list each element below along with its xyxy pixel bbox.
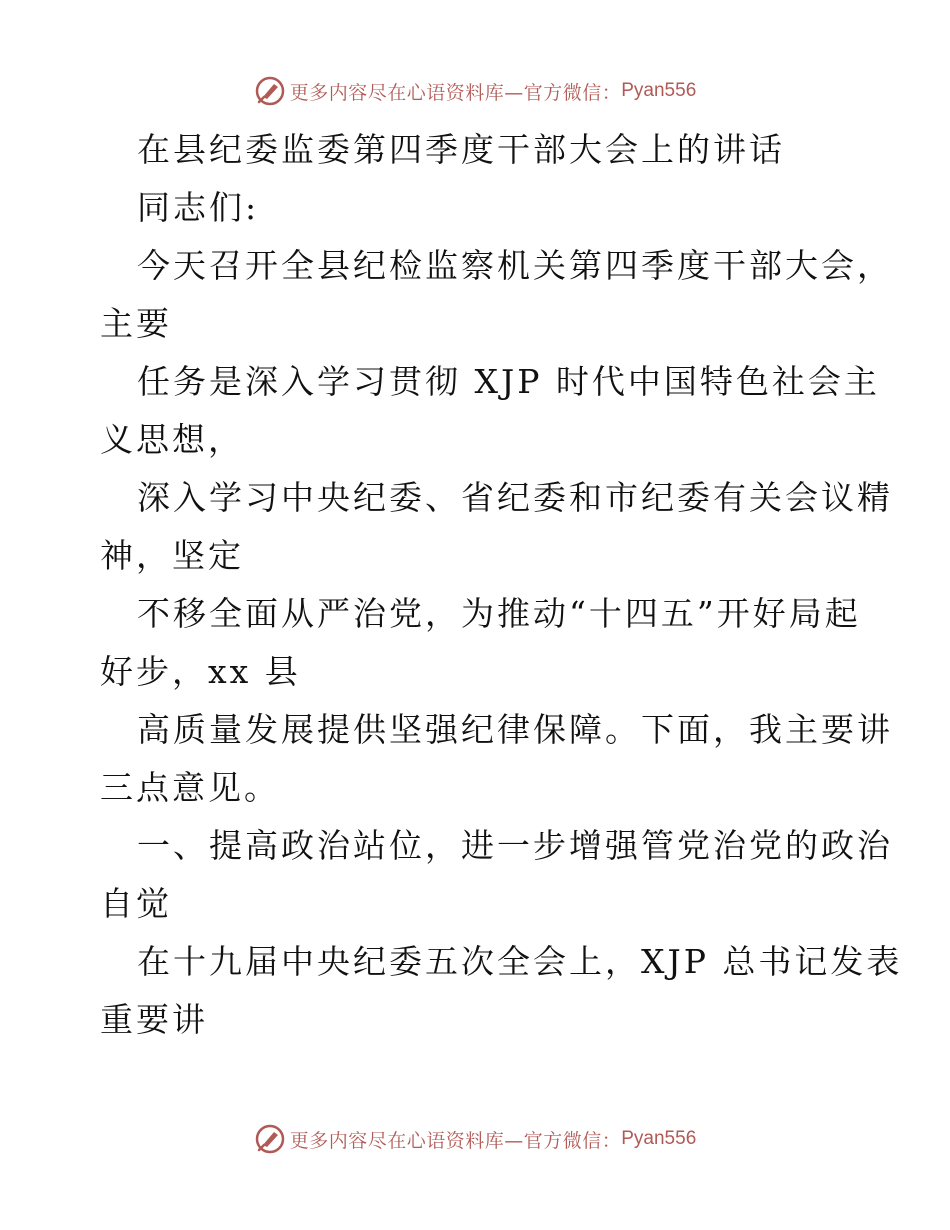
text-line: 深入学习中央纪委、省纪委和市纪委有关会议精	[137, 478, 893, 517]
quill-logo-icon	[254, 75, 286, 107]
text-line: 神，坚定	[100, 536, 244, 575]
watermark-text: 更多内容尽在心语资料库—官方微信：	[289, 1129, 622, 1152]
document-title: 在县纪委监委第四季度干部大会上的讲话	[137, 130, 785, 169]
text-line: 重要讲	[100, 1000, 208, 1039]
watermark-wechat-id: Pyan556	[621, 80, 697, 101]
watermark-wechat-id: Pyan556	[621, 1128, 697, 1149]
greeting: 同志们:	[137, 188, 260, 227]
quill-logo-icon	[254, 1123, 286, 1155]
watermark-text: 更多内容尽在心语资料库—官方微信：	[289, 81, 622, 104]
text-line: 好步，xx 县	[100, 652, 301, 691]
text-line: 任务是深入学习贯彻 XJP 时代中国特色社会主	[137, 362, 880, 401]
document-body	[100, 121, 903, 1049]
text-line: 今天召开全县纪检监察机关第四季度干部大会，	[137, 246, 893, 285]
footer-watermark	[0, 1119, 950, 1159]
text-line: 高质量发展提供坚强纪律保障。下面，我主要讲	[137, 710, 893, 749]
text-line: 三点意见。	[100, 768, 280, 807]
text-line: 主要	[100, 304, 172, 343]
header-watermark	[0, 71, 950, 111]
text-line: 义思想，	[100, 420, 244, 459]
section-heading: 一、提高政治站位，进一步增强管党治党的政治	[137, 826, 893, 865]
text-line: 自觉	[100, 884, 172, 923]
text-line: 在十九届中央纪委五次全会上，XJP 总书记发表	[137, 942, 903, 981]
text-line: 不移全面从严治党，为推动“十四五”开好局起	[137, 594, 861, 633]
